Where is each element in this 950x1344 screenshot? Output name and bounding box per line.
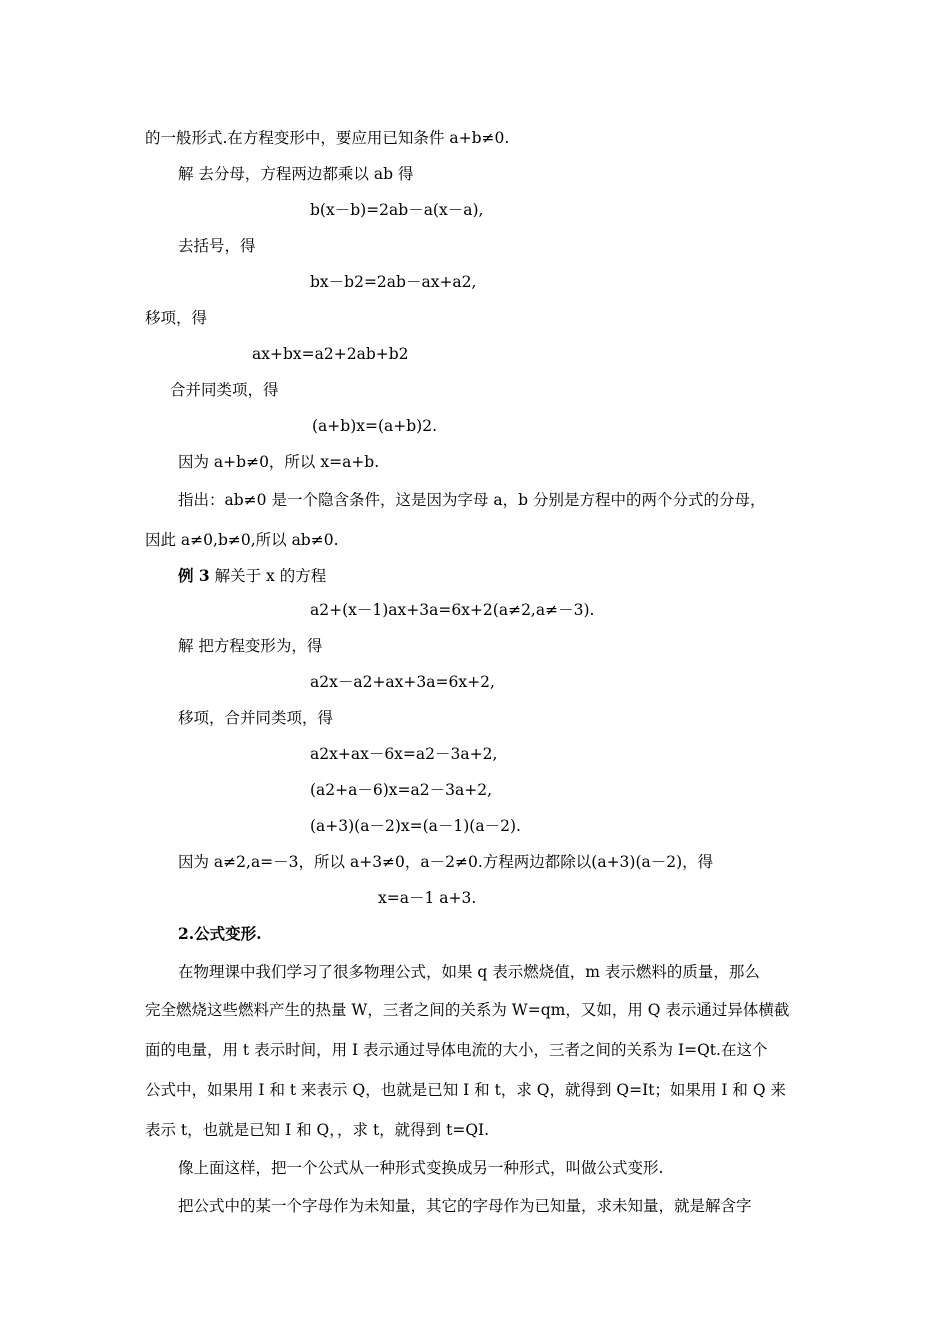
equation-line: a2x+ax－6x=a2－3a+2, — [310, 745, 498, 763]
solution-line: 解 去分母，方程两边都乘以 ab 得 — [178, 165, 414, 183]
text-line: 去括号，得 — [178, 237, 256, 255]
section-heading: 2.公式变形. — [178, 924, 262, 943]
paragraph-line: 表示 t，也就是已知 I 和 Q，，求 t，就得到 t=QI. — [145, 1121, 490, 1139]
equation-line: a2+(x－1)ax+3a=6x+2(a≠2,a≠－3). — [310, 601, 595, 619]
equation-line: a2x－a2+ax+3a=6x+2, — [310, 673, 495, 691]
equation-line: (a+3)(a－2)x=(a－1)(a－2). — [310, 817, 521, 835]
equation-line: (a+b)x=(a+b)2. — [312, 417, 438, 435]
text-line: 合并同类项，得 — [170, 381, 279, 399]
text-line: 移项，合并同类项，得 — [178, 709, 334, 727]
text-line: 因为 a≠2,a=－3，所以 a+3≠0，a－2≠0.方程两边都除以(a+3)(a－2)，得 — [178, 853, 714, 871]
equation-line: (a2+a－6)x=a2－3a+2, — [310, 781, 492, 799]
example-text: 解关于 x 的方程 — [214, 567, 327, 585]
text-line: 移项，得 — [145, 309, 208, 327]
note-line: 指出：ab≠0 是一个隐含条件，这是因为字母 a，b 分别是方程中的两个分式的分母， — [178, 491, 766, 509]
paragraph-line: 公式中，如果用 I 和 t 来表示 Q，也就是已知 I 和 t，求 Q，就得到 Q=It；如果用 I 和 Q 来 — [145, 1081, 786, 1099]
paragraph-line: 完全燃烧这些燃料产生的热量 W，三者之间的关系为 W=qm，又如，用 Q 表示通过异体横截 — [145, 1001, 790, 1019]
paragraph-line: 在物理课中我们学习了很多物理公式，如果 q 表示燃烧值，m 表示燃料的质量，那么 — [178, 963, 760, 981]
paragraph-line: 把公式中的某一个字母作为未知量，其它的字母作为已知量，求未知量，就是解含字 — [178, 1197, 752, 1215]
solution-line: 解 把方程变形为，得 — [178, 637, 323, 655]
equation-line: bx－b2=2ab－ax+a2, — [310, 273, 477, 291]
example-heading — [178, 566, 326, 586]
text-line: 因为 a+b≠0，所以 x=a+b. — [178, 453, 380, 471]
note-line: 因此 a≠0,b≠0,所以 ab≠0. — [145, 531, 339, 549]
equation-line: ax+bx=a2+2ab+b2 — [252, 345, 409, 363]
equation-line: x=a－1 a+3. — [378, 889, 477, 907]
text-line: 的一般形式.在方程变形中，要应用已知条件 a+b≠0. — [145, 129, 510, 147]
paragraph-line: 面的电量，用 t 表示时间，用 I 表示通过导体电流的大小，三者之间的关系为 I=Qt.在这个 — [145, 1041, 768, 1059]
paragraph-line: 像上面这样，把一个公式从一种形式变换成另一种形式，叫做公式变形. — [178, 1159, 664, 1177]
example-label: 例 3 — [178, 566, 210, 585]
equation-line: b(x－b)=2ab－a(x－a), — [310, 201, 484, 219]
